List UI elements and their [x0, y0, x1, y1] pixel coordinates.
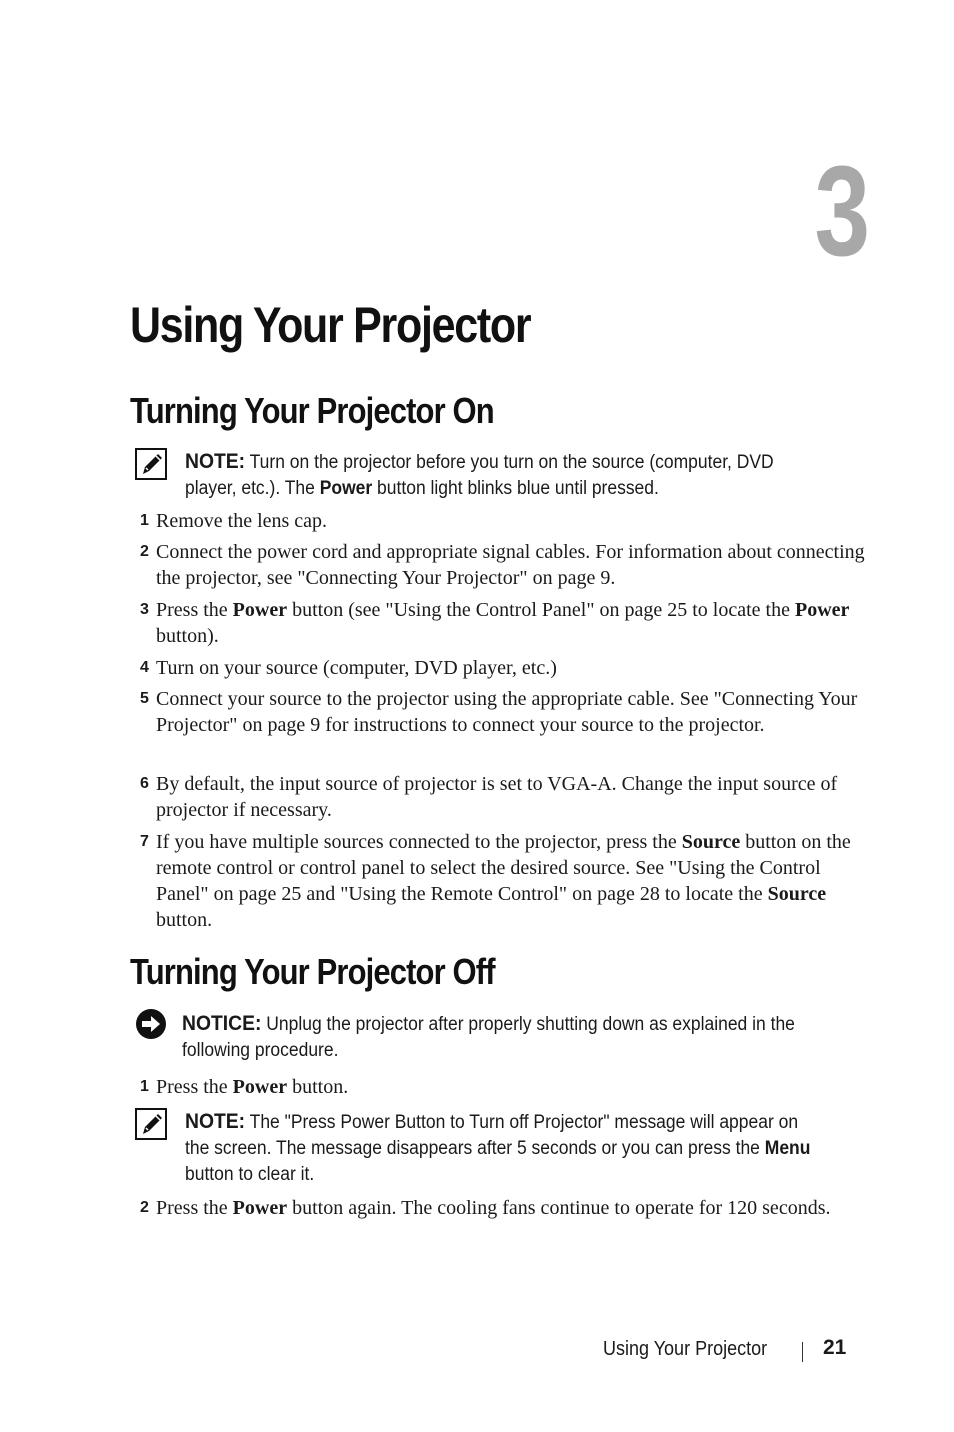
note-power-off-message: NOTE: The "Press Power Button to Turn off Projector" message will appear on the screen. The message disappears after 5 seconds or you can press the Menu button to clear it.: [185, 1110, 811, 1185]
heading-turning-on: Turning Your Projector On: [130, 390, 494, 431]
step-3: 3 Press the Power button (see "Using the Control Panel" on page 25 to locate the Power button).: [140, 599, 850, 647]
notice-unplug: NOTICE: Unplug the projector after properly shutting down as explained in the following procedure.: [182, 1012, 795, 1061]
page-title: Using Your Projector: [130, 297, 531, 353]
heading-turning-off: Turning Your Projector Off: [130, 951, 495, 992]
off-step-2: 2 Press the Power button again. The cooling fans continue to operate for 120 seconds.: [140, 1197, 831, 1219]
off-step-1: 1 Press the Power button.: [140, 1076, 349, 1098]
notice-arrow-icon: [135, 1008, 167, 1040]
note-power-on: NOTE: Turn on the projector before you turn on the source (computer, DVD player, etc.). The Power button light blinks blue until pressed.: [185, 450, 774, 499]
note-pencil-icon: [135, 448, 167, 480]
chapter-number: 3: [814, 140, 870, 283]
step-5: 5 Connect your source to the projector using the appropriate cable. See "Connecting Your Projector" on page 9 for instructions to connect your source to the projector.: [140, 688, 858, 736]
notice-label: NOTICE:: [182, 1012, 262, 1035]
page-number: 21: [823, 1336, 847, 1359]
step-7: 7 If you have multiple sources connected to the projector, press the Source button on the remote control or control panel to select the desired source. See "Using the Control Panel" on page 25 and "Using the Remote Control" on page 28 to locate the Source button.: [140, 831, 851, 931]
note-label: NOTE:: [185, 1110, 246, 1133]
footer-title: Using Your Projector: [603, 1338, 768, 1360]
step-6: 6 By default, the input source of projector is set to VGA-A. Change the input source of projector if necessary.: [140, 773, 838, 821]
note-pencil-icon: [135, 1108, 167, 1140]
footer-separator: [802, 1342, 803, 1362]
step-4: 4 Turn on your source (computer, DVD player, etc.): [140, 657, 557, 679]
step-1: 1 Remove the lens cap.: [140, 510, 328, 532]
note-label: NOTE:: [185, 450, 246, 473]
step-2: 2 Connect the power cord and appropriate signal cables. For information about connecting the projector, see "Connecting Your Projector" on page 9.: [140, 541, 865, 589]
